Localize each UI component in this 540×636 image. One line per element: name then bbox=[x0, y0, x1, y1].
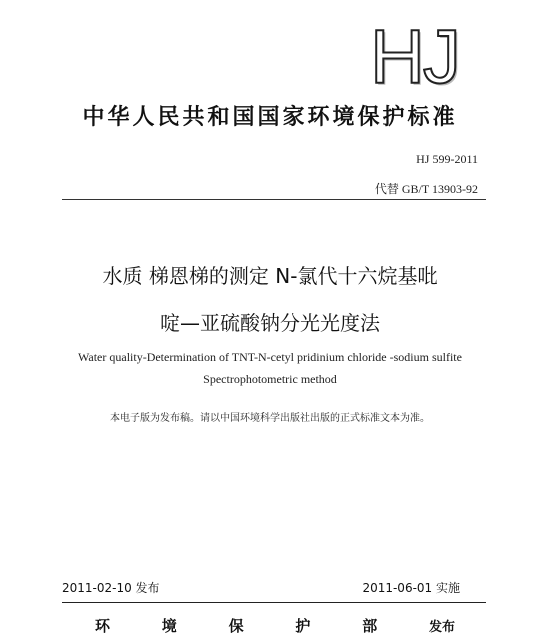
issuing-authority bbox=[95, 615, 455, 636]
title-zh-line1: 水质 梯恩梯的测定 N-氯代十六烷基吡 bbox=[102, 264, 438, 288]
header-divider bbox=[62, 199, 486, 200]
electronic-version-note: 本电子版为发布稿。请以中国环境科学出版社出版的正式标准文本为准。 bbox=[110, 413, 430, 424]
issuer-char: 护 bbox=[295, 617, 311, 635]
issuer-suffix: 发布 bbox=[428, 620, 455, 635]
hj-logo: HJ bbox=[370, 15, 459, 100]
issuer-char: 保 bbox=[228, 617, 244, 635]
standard-type-heading: 中华人民共和国国家环境保护标准 bbox=[82, 105, 458, 130]
effective-date: 2011-06-01 实施 bbox=[362, 581, 460, 595]
issuer-char: 环 bbox=[95, 617, 111, 635]
standard-code: HJ 599-2011 bbox=[416, 152, 478, 166]
issuer-char: 境 bbox=[161, 617, 177, 635]
title-en-line2: Spectrophotometric method bbox=[203, 372, 337, 386]
replaces-code: 代替 GB/T 13903-92 bbox=[374, 182, 478, 196]
title-en-line1: Water quality-Determination of TNT-N-cetyl pridinium chloride -sodium sulfite bbox=[78, 350, 462, 364]
footer-divider bbox=[62, 602, 486, 603]
title-zh-line2: 啶—亚硫酸钠分光光度法 bbox=[160, 311, 380, 335]
issue-date: 2011-02-10 发布 bbox=[62, 581, 160, 595]
issuer-char: 部 bbox=[362, 617, 378, 635]
